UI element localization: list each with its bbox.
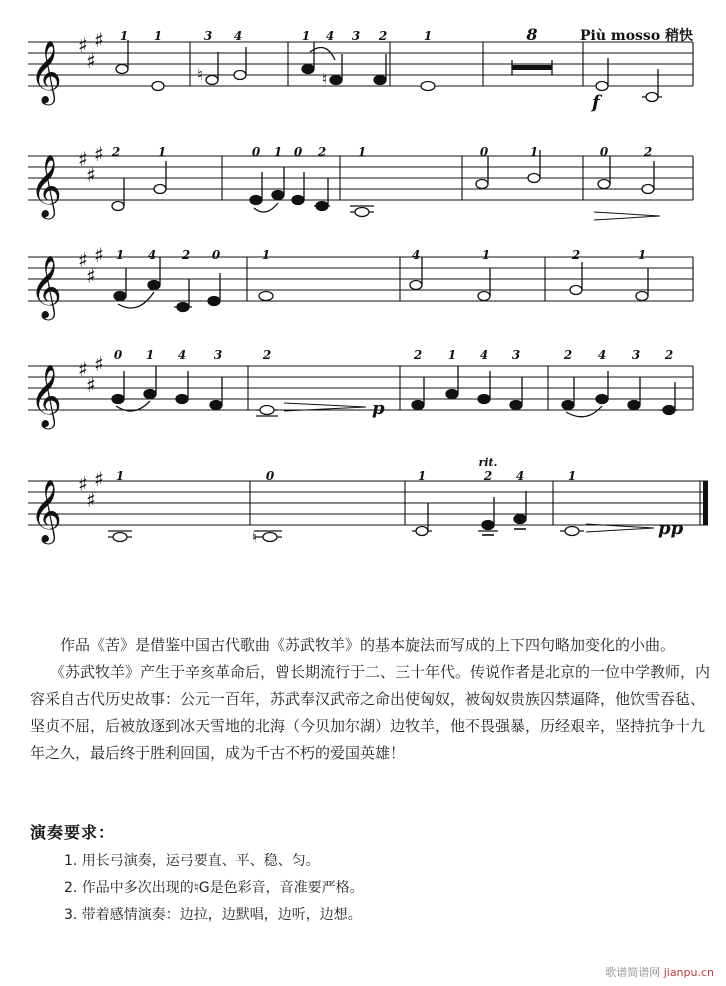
svg-text:♯: ♯ bbox=[94, 243, 104, 267]
svg-text:♯: ♯ bbox=[78, 248, 88, 272]
clef-key-3 bbox=[30, 243, 104, 321]
svg-text:𝄞: 𝄞 bbox=[30, 479, 62, 542]
fingering: 0 bbox=[251, 145, 261, 159]
fingering: 0 bbox=[265, 469, 275, 483]
multi-rest-count: 8 bbox=[526, 25, 538, 44]
fingering: 1 bbox=[145, 348, 155, 362]
intro-paragraph: 作品《苦》是借鉴中国古代歌曲《苏武牧羊》的基本旋法而写成的上下四句略加变化的小曲。 bbox=[60, 636, 676, 654]
fingering: 1 bbox=[115, 469, 125, 483]
watermark-url: jianpu.cn bbox=[663, 966, 714, 979]
final-barline bbox=[703, 481, 708, 525]
fingering: 1 bbox=[261, 248, 271, 262]
fingering: 4 bbox=[325, 29, 335, 43]
fingering: 0 bbox=[113, 348, 123, 362]
fingering: 0 bbox=[479, 145, 489, 159]
svg-text:♯: ♯ bbox=[94, 28, 104, 52]
ritardando-marking: rit. bbox=[478, 456, 498, 469]
fingering: 2 bbox=[181, 248, 191, 262]
fingering: 2 bbox=[643, 145, 653, 159]
fingering: 2 bbox=[111, 145, 121, 159]
requirements-heading: 演奏要求： bbox=[30, 823, 116, 842]
notes-system-2 bbox=[112, 150, 660, 220]
fingering: 1 bbox=[567, 469, 577, 483]
svg-text:♯: ♯ bbox=[86, 49, 96, 73]
svg-text:♯: ♯ bbox=[78, 33, 88, 57]
svg-text:𝄞: 𝄞 bbox=[30, 154, 62, 217]
clef-key-2 bbox=[30, 142, 104, 220]
tempo-marking: Più mosso 稍快 bbox=[580, 28, 694, 44]
fingering: 1 bbox=[153, 29, 163, 43]
staff-system-4 bbox=[28, 366, 693, 410]
dynamic-piano: p bbox=[372, 398, 385, 419]
svg-text:♯: ♯ bbox=[78, 147, 88, 171]
watermark bbox=[605, 964, 714, 980]
fingering: 2 bbox=[413, 348, 423, 362]
staff-system-3 bbox=[28, 257, 693, 301]
description bbox=[30, 632, 710, 767]
notes-system-4 bbox=[112, 366, 678, 417]
fingering: 4 bbox=[177, 348, 187, 362]
fingering: 1 bbox=[481, 248, 491, 262]
fingering: 1 bbox=[417, 469, 427, 483]
dynamic-pianissimo: pp bbox=[658, 518, 684, 539]
fingering: 1 bbox=[301, 29, 311, 43]
fingering: 1 bbox=[357, 145, 367, 159]
fingering: 4 bbox=[233, 29, 243, 43]
dynamic-forte: f bbox=[592, 92, 600, 113]
svg-text:♮: ♮ bbox=[322, 70, 328, 88]
fingerings-system-4 bbox=[114, 348, 673, 362]
svg-text:♮: ♮ bbox=[197, 65, 203, 84]
svg-text:♯: ♯ bbox=[78, 357, 88, 381]
fingering: 1 bbox=[529, 145, 539, 159]
fingering: 3 bbox=[351, 29, 361, 43]
svg-text:♮: ♮ bbox=[252, 530, 258, 546]
svg-text:♯: ♯ bbox=[94, 142, 104, 166]
fingering: 2 bbox=[317, 145, 327, 159]
requirement-item: 2. 作品中多次出现的♮G是色彩音，音准要严格。 bbox=[64, 880, 364, 896]
fingerings-system-2 bbox=[111, 145, 652, 159]
fingering: 4 bbox=[515, 469, 525, 483]
fingering: 2 bbox=[571, 248, 581, 262]
requirement-item: 3. 带着感情演奏：边拉，边默唱，边听，边想。 bbox=[64, 907, 362, 923]
svg-text:♯: ♯ bbox=[94, 352, 104, 376]
fingering: 2 bbox=[378, 29, 388, 43]
fingering: 1 bbox=[637, 248, 647, 262]
requirements-list bbox=[64, 848, 364, 929]
staff-system-5 bbox=[28, 481, 708, 525]
fingering: 1 bbox=[115, 248, 125, 262]
svg-text:♯: ♯ bbox=[94, 467, 104, 491]
clef-key-1 bbox=[30, 28, 104, 106]
fingering: 1 bbox=[423, 29, 433, 43]
fingering: 2 bbox=[563, 348, 573, 362]
fingering: 2 bbox=[483, 469, 493, 483]
fingering: 1 bbox=[157, 145, 167, 159]
story-paragraph: 《苏武牧羊》产生于辛亥革命后，曾长期流行于二、三十年代。传说作者是北京的一位中学教师，内容采自古代历史故事：公元一百年，苏武奉汉武帝之命出使匈奴，被匈奴贵族囚禁逼降，他饮雪吞毡、坚贞不屈，后被放逐到冰天雪地的北海（今贝加尔湖）边牧羊，他不畏强暴，历经艰辛，坚持抗争十九年之久，最后终于胜利回国，成为千古不朽的爱国英雄！ bbox=[30, 663, 711, 762]
svg-text:𝄞: 𝄞 bbox=[30, 364, 62, 427]
fingering: 0 bbox=[293, 145, 303, 159]
svg-text:♯: ♯ bbox=[86, 373, 96, 397]
fingerings-system-1 bbox=[120, 29, 432, 43]
svg-text:𝄞: 𝄞 bbox=[30, 255, 62, 318]
svg-text:𝄞: 𝄞 bbox=[30, 40, 62, 103]
fingering: 1 bbox=[119, 29, 129, 43]
fingering: 2 bbox=[664, 348, 674, 362]
fingering: 1 bbox=[273, 145, 283, 159]
svg-text:♯: ♯ bbox=[86, 163, 96, 187]
svg-text:♯: ♯ bbox=[78, 472, 88, 496]
fingering: 3 bbox=[203, 29, 213, 43]
requirement-item: 1. 用长弓演奏，运弓要直、平、稳、匀。 bbox=[64, 853, 320, 869]
fingering: 4 bbox=[479, 348, 489, 362]
svg-text:♯: ♯ bbox=[86, 264, 96, 288]
svg-text:♯: ♯ bbox=[86, 488, 96, 512]
notes-system-5 bbox=[108, 491, 654, 546]
clef-key-4 bbox=[30, 352, 104, 430]
watermark-site: 歌谱简谱网 bbox=[605, 966, 661, 979]
fingering: 4 bbox=[597, 348, 607, 362]
clef-key-5 bbox=[30, 467, 104, 545]
fingering: 3 bbox=[631, 348, 641, 362]
fingering: 4 bbox=[147, 248, 157, 262]
fingering: 3 bbox=[213, 348, 223, 362]
fingerings-system-3 bbox=[116, 248, 646, 262]
notes-system-1 bbox=[116, 40, 662, 102]
fingering: 0 bbox=[211, 248, 221, 262]
notes-system-3 bbox=[114, 257, 648, 312]
fingering: 3 bbox=[511, 348, 521, 362]
fingering: 1 bbox=[447, 348, 457, 362]
fingering: 2 bbox=[262, 348, 272, 362]
fingering: 0 bbox=[599, 145, 609, 159]
staff-system-2 bbox=[28, 156, 693, 200]
fingering: 4 bbox=[411, 248, 421, 262]
